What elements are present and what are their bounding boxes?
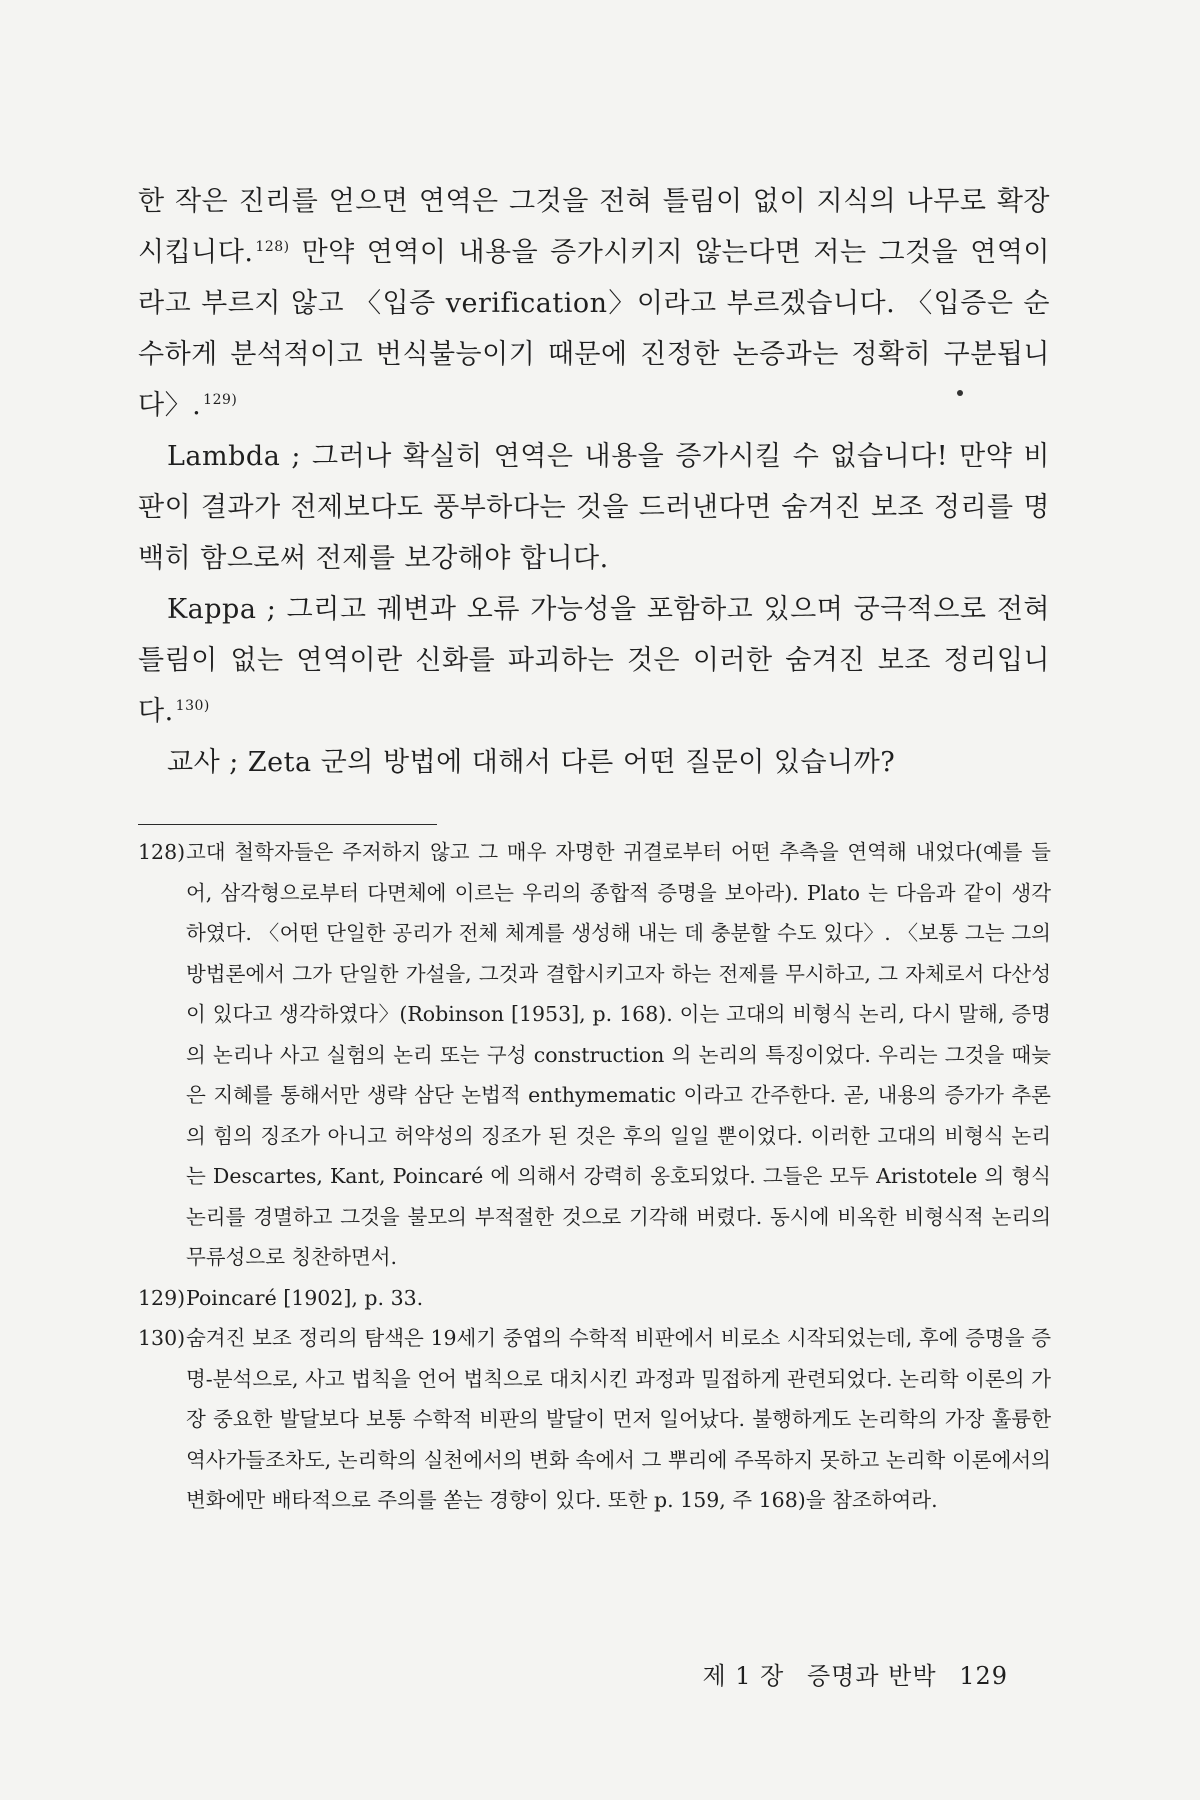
paragraph-1 — [138, 176, 1050, 431]
footnote-128 — [138, 832, 1051, 1278]
running-footer — [688, 1656, 1008, 1691]
footnote-text: Poincaré [1902], p. 33. — [186, 1285, 424, 1310]
chapter-title: 증명과 반박 — [806, 1662, 937, 1690]
footnote-ref-128[interactable]: 128) — [255, 239, 290, 255]
ink-dot — [957, 390, 963, 396]
footnote-text: 고대 철학자들은 주저하지 않고 그 매우 자명한 귀결로부터 어떤 추측을 연역해 내었다(예를 들어, 삼각형으로부터 다면체에 이르는 우리의 종합적 증명을 보아라). Plato 는 다음과 같이 생각하였다. 〈어떤 단일한 공리가 전체 체계를 생성해 내는 데 충분할 수도 있다〉. 〈보통 그는 그의 방법론에서 그가 단일한 가설을, 그것과 결합시키고자 하는 전제를 무시하고, 그 자체로서 다산성이 있다고 생각하였다〉(Robinson [1953], p. 168). 이는 고대의 비형식 논리, 다시 말해, 증명의 논리나 사고 실험의 논리 또는 구성 construction 의 논리의 특징이었다. 우리는 그것을 때늦은 지혜를 통해서만 생략 삼단 논법적 enthymematic 이라고 간주한다. 곧, 내용의 증가가 추론의 힘의 징조가 아니고 허약성의 징조가 된 것은 후의 일일 뿐이었다. 이러한 고대의 비형식 논리는 Descartes, Kant, Poincaré 에 의해서 강력히 옹호되었다. 그들은 모두 Aristotele 의 형식 논리를 경멸하고 그것을 불모의 부적절한 것으로 기각해 버렸다. 동시에 비옥한 비형식적 논리의 무류성으로 칭찬하면서. — [186, 840, 1051, 1269]
paragraph-1-text: 한 작은 진리를 얻으면 연역은 그것을 전혀 틀림이 없이 지식의 나무로 확장시킵니다. — [138, 186, 1050, 268]
footnote-text: 숨겨진 보조 정리의 탐색은 19세기 중엽의 수학적 비판에서 비로소 시작되었는데, 후에 증명을 증명-분석으로, 사고 법칙을 언어 법칙으로 대치시킨 과정과 밀접하게 관련되었다. 논리학 이론의 가장 중요한 발달보다 보통 수학적 비판의 발달이 먼저 일어났다. 불행하게도 논리학의 가장 훌륭한 역사가들조차도, 논리학의 실천에서의 변화 속에서 그 뿌리에 주목하지 못하고 논리학 이론에서의 변화에만 배타적으로 주의를 쏟는 경향이 있다. 또한 p. 159, 주 168)을 참조하여라. — [186, 1326, 1051, 1512]
footnote-number: 128) — [138, 840, 186, 864]
paragraph-1-continued: 만약 연역이 내용을 증가시키지 않는다면 저는 그것을 연역이라고 부르지 않고 〈입증 verification〉이라고 부르겠습니다. 〈입증은 순수하게 분석적이고 번식불능이기 때문에 진정한 논증과는 정확히 구분됩니다〉. — [138, 237, 1050, 421]
paragraph-teacher: 교사 ; Zeta 군의 방법에 대해서 다른 어떤 질문이 있습니까? — [167, 747, 896, 778]
paragraph-kappa — [138, 584, 1050, 737]
footnote-ref-129[interactable]: 129) — [203, 392, 238, 408]
footnote-129 — [138, 1278, 1051, 1319]
page-number: 129 — [959, 1662, 1008, 1690]
footnote-ref-130[interactable]: 130) — [175, 698, 210, 714]
footnote-divider — [138, 824, 437, 825]
footnote-number: 129) — [138, 1285, 186, 1310]
footnote-number: 130) — [138, 1326, 186, 1350]
paragraph-lambda: Lambda ; 그러나 확실히 연역은 내용을 증가시킬 수 없습니다! 만약 비판이 결과가 전제보다도 풍부하다는 것을 드러낸다면 숨겨진 보조 정리를 명백히 함으로써 전제를 보강해야 합니다. — [138, 441, 1050, 574]
chapter-label: 제 1 장 — [702, 1662, 785, 1690]
paragraph-kappa-text: Kappa ; 그리고 궤변과 오류 가능성을 포함하고 있으며 궁극적으로 전혀 틀림이 없는 연역이란 신화를 파괴하는 것은 이러한 숨겨진 보조 정리입니다. — [138, 594, 1050, 727]
footnotes — [138, 832, 1051, 1521]
footnote-130 — [138, 1318, 1051, 1521]
main-text — [138, 176, 1050, 788]
